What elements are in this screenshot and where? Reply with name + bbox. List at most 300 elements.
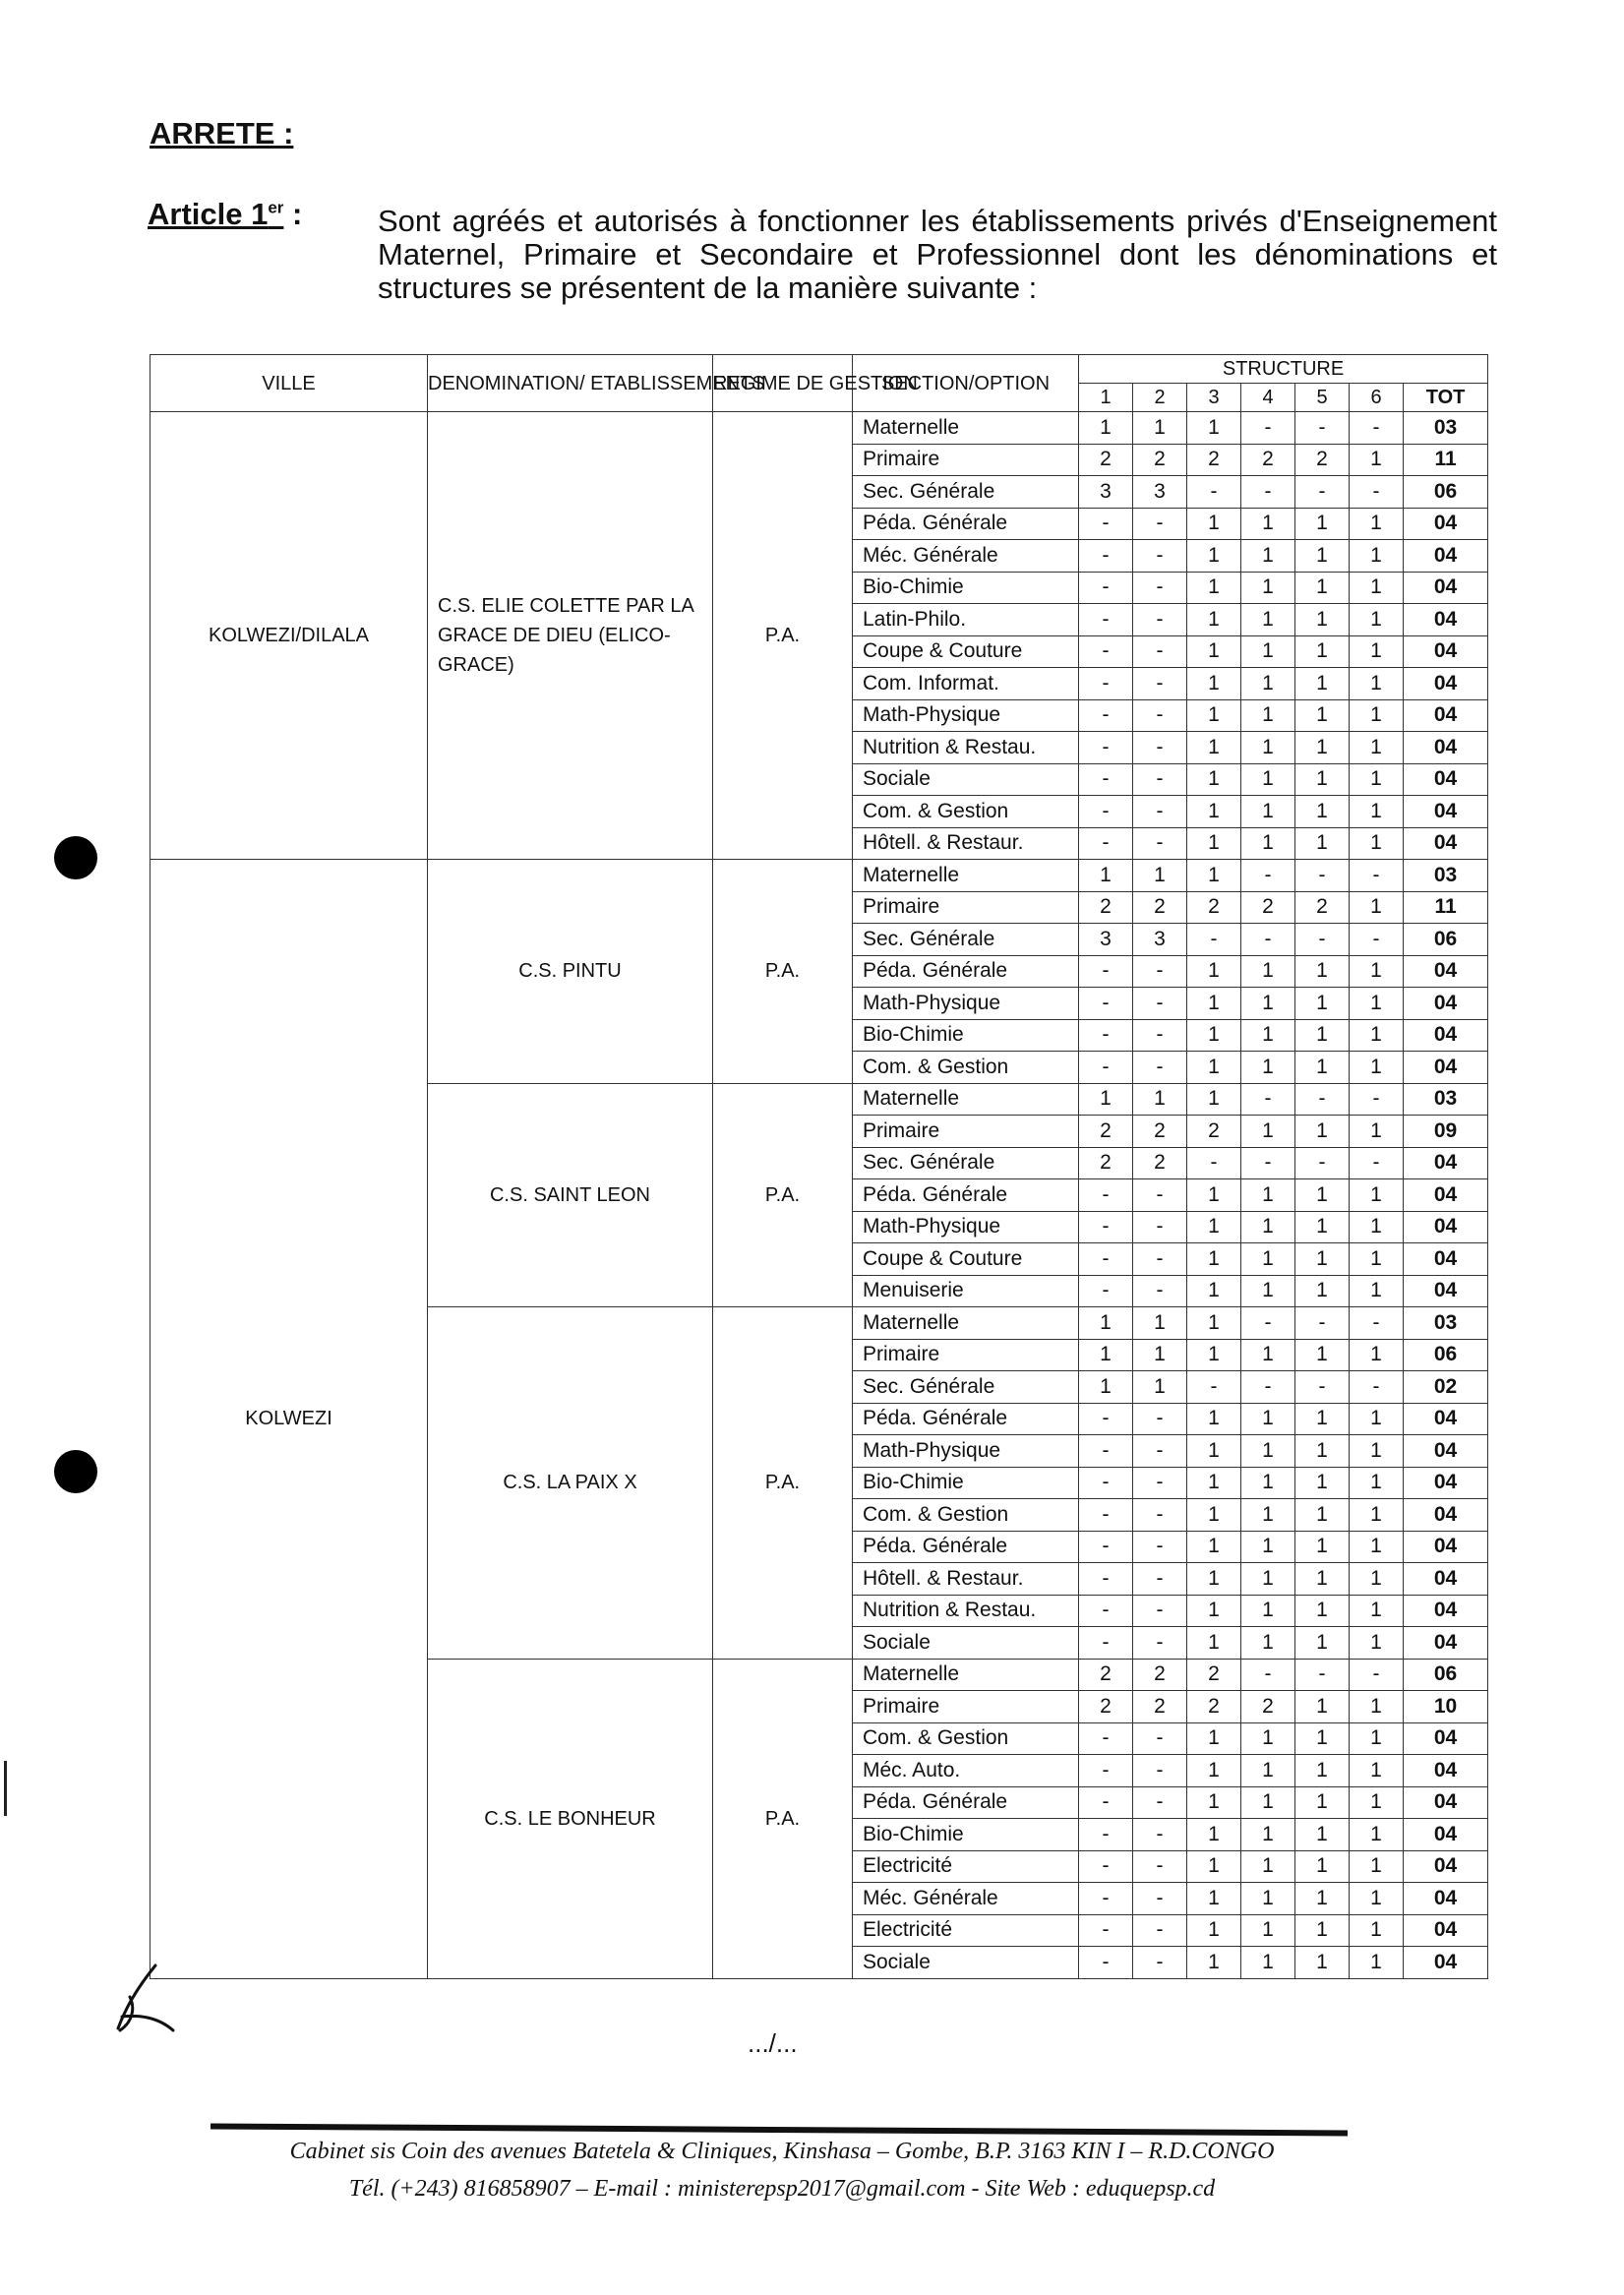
structure-cell-6: 1 xyxy=(1350,1211,1404,1243)
section-option-cell: Nutrition & Restau. xyxy=(853,1595,1079,1627)
structure-cell-1: - xyxy=(1079,635,1133,668)
structure-cell-3: - xyxy=(1187,1147,1241,1179)
total-cell: 04 xyxy=(1404,1052,1488,1084)
structure-cell-3: 1 xyxy=(1187,955,1241,988)
continuation-mark: .../... xyxy=(748,2028,798,2058)
structure-cell-5: - xyxy=(1295,1371,1350,1404)
structure-cell-3: 1 xyxy=(1187,635,1241,668)
structure-cell-4: 1 xyxy=(1241,1339,1295,1371)
structure-cell-6: 1 xyxy=(1350,763,1404,796)
structure-cell-2: 2 xyxy=(1133,891,1187,924)
section-option-cell: Primaire xyxy=(853,1339,1079,1371)
structure-cell-1: - xyxy=(1079,1243,1133,1276)
section-option-cell: Sec. Générale xyxy=(853,1147,1079,1179)
article-label-text: Article 1er xyxy=(148,197,284,231)
structure-cell-3: 2 xyxy=(1187,1659,1241,1691)
total-cell: 04 xyxy=(1404,1914,1488,1947)
total-cell: 04 xyxy=(1404,1147,1488,1179)
ville-cell: KOLWEZI xyxy=(150,860,428,1979)
structure-cell-2: - xyxy=(1133,1211,1187,1243)
structure-cell-4: 1 xyxy=(1241,1052,1295,1084)
structure-cell-1: - xyxy=(1079,827,1133,860)
structure-cell-3: 1 xyxy=(1187,1467,1241,1499)
total-cell: 11 xyxy=(1404,891,1488,924)
total-cell: 04 xyxy=(1404,1563,1488,1596)
structure-cell-3: 1 xyxy=(1187,763,1241,796)
structure-cell-3: 1 xyxy=(1187,1083,1241,1116)
structure-cell-4: 1 xyxy=(1241,1786,1295,1819)
structure-cell-5: 1 xyxy=(1295,1595,1350,1627)
section-option-cell: Menuiserie xyxy=(853,1275,1079,1307)
total-cell: 04 xyxy=(1404,988,1488,1020)
structure-cell-5: 1 xyxy=(1295,1914,1350,1947)
structure-cell-3: 1 xyxy=(1187,412,1241,445)
structure-cell-3: 1 xyxy=(1187,1883,1241,1915)
section-option-cell: Math-Physique xyxy=(853,1211,1079,1243)
structure-cell-1: - xyxy=(1079,1722,1133,1755)
structure-cell-3: 1 xyxy=(1187,699,1241,732)
structure-cell-5: 1 xyxy=(1295,1339,1350,1371)
section-option-cell: Péda. Générale xyxy=(853,508,1079,540)
structure-cell-3: 1 xyxy=(1187,540,1241,573)
structure-cell-2: - xyxy=(1133,1755,1187,1787)
structure-cell-6: 1 xyxy=(1350,1179,1404,1212)
section-option-cell: Nutrition & Restau. xyxy=(853,732,1079,764)
section-option-cell: Maternelle xyxy=(853,1083,1079,1116)
total-cell: 06 xyxy=(1404,924,1488,956)
structure-cell-2: 1 xyxy=(1133,1371,1187,1404)
structure-cell-5: 2 xyxy=(1295,891,1350,924)
structure-cell-1: - xyxy=(1079,572,1133,604)
structure-cell-5: - xyxy=(1295,1307,1350,1340)
structure-cell-3: 1 xyxy=(1187,1339,1241,1371)
structure-cell-4: 1 xyxy=(1241,1403,1295,1435)
structure-cell-3: 1 xyxy=(1187,1052,1241,1084)
structure-cell-5: 1 xyxy=(1295,508,1350,540)
structure-cell-1: - xyxy=(1079,604,1133,636)
structure-cell-3: 1 xyxy=(1187,572,1241,604)
section-option-cell: Bio-Chimie xyxy=(853,1019,1079,1052)
structure-cell-5: 1 xyxy=(1295,1786,1350,1819)
total-cell: 02 xyxy=(1404,1371,1488,1404)
structure-cell-4: 1 xyxy=(1241,1627,1295,1660)
structure-cell-2: - xyxy=(1133,1179,1187,1212)
regime-cell: P.A. xyxy=(713,860,853,1084)
structure-cell-5: 1 xyxy=(1295,1499,1350,1532)
structure-cell-3: 1 xyxy=(1187,860,1241,892)
section-option-cell: Electricité xyxy=(853,1914,1079,1947)
structure-cell-1: 1 xyxy=(1079,1083,1133,1116)
section-option-cell: Sociale xyxy=(853,1947,1079,1979)
structure-cell-3: 1 xyxy=(1187,1243,1241,1276)
structure-cell-2: - xyxy=(1133,508,1187,540)
structure-cell-4: 1 xyxy=(1241,572,1295,604)
section-option-cell: Primaire xyxy=(853,891,1079,924)
structure-cell-5: 1 xyxy=(1295,604,1350,636)
table-row xyxy=(150,412,1488,445)
section-option-cell: Sec. Générale xyxy=(853,1371,1079,1404)
structure-cell-1: 2 xyxy=(1079,444,1133,476)
structure-cell-4: 1 xyxy=(1241,1243,1295,1276)
structure-cell-5: 1 xyxy=(1295,635,1350,668)
structure-cell-1: - xyxy=(1079,1403,1133,1435)
structure-cell-2: 1 xyxy=(1133,860,1187,892)
structure-cell-1: - xyxy=(1079,1499,1133,1532)
structure-cell-1: - xyxy=(1079,1435,1133,1468)
section-option-cell: Méc. Générale xyxy=(853,540,1079,573)
section-option-cell: Hôtell. & Restaur. xyxy=(853,827,1079,860)
section-option-cell: Com. & Gestion xyxy=(853,1722,1079,1755)
header-col-tot: TOT xyxy=(1404,384,1488,412)
section-option-cell: Sec. Générale xyxy=(853,924,1079,956)
structure-cell-4: 1 xyxy=(1241,635,1295,668)
total-cell: 04 xyxy=(1404,1243,1488,1276)
structure-cell-5: 1 xyxy=(1295,1275,1350,1307)
total-cell: 04 xyxy=(1404,1595,1488,1627)
structure-cell-2: 1 xyxy=(1133,1083,1187,1116)
structure-cell-2: - xyxy=(1133,668,1187,700)
structure-cell-2: - xyxy=(1133,540,1187,573)
structure-cell-6: 1 xyxy=(1350,1819,1404,1851)
article-label xyxy=(148,197,302,232)
structure-cell-6: 1 xyxy=(1350,891,1404,924)
total-cell: 10 xyxy=(1404,1691,1488,1723)
structure-cell-6: - xyxy=(1350,1147,1404,1179)
structure-cell-4: 1 xyxy=(1241,1179,1295,1212)
section-option-cell: Primaire xyxy=(853,1691,1079,1723)
structure-cell-4: 1 xyxy=(1241,508,1295,540)
structure-cell-6: - xyxy=(1350,1083,1404,1116)
structure-cell-3: - xyxy=(1187,1371,1241,1404)
structure-cell-4: 1 xyxy=(1241,1947,1295,1979)
structure-cell-5: 1 xyxy=(1295,955,1350,988)
establishments-table xyxy=(150,354,1488,1979)
header-ville: VILLE xyxy=(150,355,428,412)
structure-cell-3: 2 xyxy=(1187,1691,1241,1723)
section-option-cell: Math-Physique xyxy=(853,699,1079,732)
header-col-5: 5 xyxy=(1295,384,1350,412)
structure-cell-2: - xyxy=(1133,1786,1187,1819)
section-option-cell: Méc. Auto. xyxy=(853,1755,1079,1787)
structure-cell-5: 1 xyxy=(1295,1467,1350,1499)
structure-cell-1: - xyxy=(1079,763,1133,796)
etablissement-name-cell: C.S. LE BONHEUR xyxy=(428,1659,713,1978)
total-cell: 04 xyxy=(1404,955,1488,988)
structure-cell-6: 1 xyxy=(1350,1883,1404,1915)
structure-cell-6: 1 xyxy=(1350,572,1404,604)
section-option-cell: Com. & Gestion xyxy=(853,796,1079,828)
structure-cell-6: 1 xyxy=(1350,1243,1404,1276)
structure-cell-6: 1 xyxy=(1350,635,1404,668)
structure-cell-1: - xyxy=(1079,1914,1133,1947)
section-option-cell: Coupe & Couture xyxy=(853,1243,1079,1276)
structure-cell-6: - xyxy=(1350,860,1404,892)
structure-cell-5: 1 xyxy=(1295,1722,1350,1755)
structure-cell-4: 1 xyxy=(1241,1914,1295,1947)
structure-cell-1: - xyxy=(1079,540,1133,573)
punch-hole xyxy=(54,836,97,879)
structure-cell-5: 1 xyxy=(1295,1116,1350,1148)
structure-cell-2: - xyxy=(1133,827,1187,860)
section-option-cell: Maternelle xyxy=(853,860,1079,892)
structure-cell-1: - xyxy=(1079,1467,1133,1499)
structure-cell-6: 1 xyxy=(1350,1403,1404,1435)
structure-cell-2: 2 xyxy=(1133,1116,1187,1148)
section-option-cell: Sociale xyxy=(853,763,1079,796)
structure-cell-3: 1 xyxy=(1187,1627,1241,1660)
structure-cell-2: 2 xyxy=(1133,1147,1187,1179)
structure-cell-4: - xyxy=(1241,1147,1295,1179)
structure-cell-3: 1 xyxy=(1187,1179,1241,1212)
structure-cell-1: - xyxy=(1079,668,1133,700)
structure-cell-5: - xyxy=(1295,924,1350,956)
structure-cell-3: 1 xyxy=(1187,1850,1241,1883)
structure-cell-1: 2 xyxy=(1079,1659,1133,1691)
structure-cell-6: - xyxy=(1350,924,1404,956)
structure-cell-2: - xyxy=(1133,1914,1187,1947)
structure-cell-3: 1 xyxy=(1187,1595,1241,1627)
structure-cell-3: 1 xyxy=(1187,796,1241,828)
structure-cell-4: 1 xyxy=(1241,1275,1295,1307)
total-cell: 04 xyxy=(1404,1499,1488,1532)
structure-cell-5: 1 xyxy=(1295,988,1350,1020)
structure-cell-2: 1 xyxy=(1133,412,1187,445)
section-option-cell: Com. & Gestion xyxy=(853,1499,1079,1532)
section-option-cell: Sec. Générale xyxy=(853,476,1079,509)
section-option-cell: Maternelle xyxy=(853,1307,1079,1340)
structure-cell-4: 1 xyxy=(1241,1116,1295,1148)
total-cell: 04 xyxy=(1404,699,1488,732)
structure-cell-6: 1 xyxy=(1350,1116,1404,1148)
structure-cell-5: 1 xyxy=(1295,1883,1350,1915)
footer-contact: Tél. (+243) 816858907 – E-mail : ministerepsp2017@gmail.com - Site Web : eduquepsp.cd xyxy=(348,2176,1216,2202)
structure-cell-2: - xyxy=(1133,796,1187,828)
structure-cell-1: - xyxy=(1079,1052,1133,1084)
structure-cell-1: - xyxy=(1079,796,1133,828)
structure-cell-2: - xyxy=(1133,732,1187,764)
structure-cell-4: - xyxy=(1241,1083,1295,1116)
total-cell: 04 xyxy=(1404,508,1488,540)
margin-mark xyxy=(4,1761,7,1816)
structure-cell-2: - xyxy=(1133,1275,1187,1307)
structure-cell-2: 1 xyxy=(1133,1339,1187,1371)
structure-cell-1: - xyxy=(1079,1819,1133,1851)
total-cell: 03 xyxy=(1404,1307,1488,1340)
total-cell: 04 xyxy=(1404,1850,1488,1883)
total-cell: 04 xyxy=(1404,540,1488,573)
section-option-cell: Math-Physique xyxy=(853,988,1079,1020)
structure-cell-3: 1 xyxy=(1187,827,1241,860)
total-cell: 09 xyxy=(1404,1116,1488,1148)
structure-cell-2: - xyxy=(1133,955,1187,988)
structure-cell-1: 2 xyxy=(1079,1691,1133,1723)
structure-cell-5: 1 xyxy=(1295,1627,1350,1660)
structure-cell-6: 1 xyxy=(1350,1563,1404,1596)
total-cell: 04 xyxy=(1404,635,1488,668)
total-cell: 04 xyxy=(1404,604,1488,636)
regime-cell: P.A. xyxy=(713,1659,853,1978)
total-cell: 04 xyxy=(1404,668,1488,700)
structure-cell-4: - xyxy=(1241,1659,1295,1691)
structure-cell-6: 1 xyxy=(1350,732,1404,764)
section-option-cell: Péda. Générale xyxy=(853,955,1079,988)
structure-cell-6: 1 xyxy=(1350,1531,1404,1563)
structure-cell-1: - xyxy=(1079,988,1133,1020)
total-cell: 04 xyxy=(1404,1786,1488,1819)
structure-cell-6: - xyxy=(1350,1659,1404,1691)
structure-cell-6: 1 xyxy=(1350,1850,1404,1883)
structure-cell-5: 1 xyxy=(1295,699,1350,732)
structure-cell-1: - xyxy=(1079,1850,1133,1883)
total-cell: 04 xyxy=(1404,1531,1488,1563)
structure-cell-1: 3 xyxy=(1079,476,1133,509)
structure-cell-3: 1 xyxy=(1187,732,1241,764)
structure-cell-6: 1 xyxy=(1350,540,1404,573)
section-option-cell: Primaire xyxy=(853,444,1079,476)
article-text: Sont agréés et autorisés à fonctionner les établissements privés d'Enseignement Maternel, Primaire et Secondaire et Professionnel dont les dénominations et structures se présentent de la manière suivante : xyxy=(378,204,1497,305)
structure-cell-2: - xyxy=(1133,1819,1187,1851)
structure-cell-6: - xyxy=(1350,1307,1404,1340)
structure-cell-1: 1 xyxy=(1079,1339,1133,1371)
structure-cell-3: 1 xyxy=(1187,1755,1241,1787)
total-cell: 04 xyxy=(1404,796,1488,828)
structure-cell-5: 1 xyxy=(1295,540,1350,573)
structure-cell-2: 3 xyxy=(1133,924,1187,956)
signature-mark xyxy=(108,1958,187,2036)
structure-cell-5: 1 xyxy=(1295,572,1350,604)
section-option-cell: Bio-Chimie xyxy=(853,572,1079,604)
structure-cell-4: 1 xyxy=(1241,763,1295,796)
total-cell: 04 xyxy=(1404,1275,1488,1307)
structure-cell-1: - xyxy=(1079,1786,1133,1819)
total-cell: 04 xyxy=(1404,1179,1488,1212)
structure-cell-2: - xyxy=(1133,988,1187,1020)
structure-cell-3: 1 xyxy=(1187,1819,1241,1851)
structure-cell-2: - xyxy=(1133,1947,1187,1979)
structure-cell-4: 1 xyxy=(1241,955,1295,988)
regime-cell: P.A. xyxy=(713,1307,853,1660)
structure-cell-2: - xyxy=(1133,635,1187,668)
structure-cell-2: - xyxy=(1133,1722,1187,1755)
total-cell: 04 xyxy=(1404,572,1488,604)
structure-cell-1: - xyxy=(1079,1019,1133,1052)
structure-cell-3: 1 xyxy=(1187,988,1241,1020)
total-cell: 04 xyxy=(1404,1403,1488,1435)
section-option-cell: Péda. Générale xyxy=(853,1179,1079,1212)
table-row xyxy=(150,860,1488,892)
structure-cell-4: 1 xyxy=(1241,1850,1295,1883)
total-cell: 04 xyxy=(1404,732,1488,764)
etablissement-name-cell: C.S. PINTU xyxy=(428,860,713,1084)
structure-cell-2: - xyxy=(1133,1499,1187,1532)
structure-cell-1: 2 xyxy=(1079,1116,1133,1148)
structure-cell-6: 1 xyxy=(1350,1499,1404,1532)
structure-cell-1: - xyxy=(1079,955,1133,988)
header-col-3: 3 xyxy=(1187,384,1241,412)
structure-cell-5: 1 xyxy=(1295,1435,1350,1468)
structure-cell-6: 1 xyxy=(1350,1435,1404,1468)
structure-cell-1: 1 xyxy=(1079,860,1133,892)
structure-cell-6: 1 xyxy=(1350,1627,1404,1660)
structure-cell-6: 1 xyxy=(1350,1722,1404,1755)
structure-cell-2: - xyxy=(1133,1243,1187,1276)
structure-cell-5: - xyxy=(1295,476,1350,509)
structure-cell-2: 2 xyxy=(1133,1659,1187,1691)
structure-cell-1: - xyxy=(1079,508,1133,540)
structure-cell-4: 1 xyxy=(1241,1883,1295,1915)
total-cell: 04 xyxy=(1404,1435,1488,1468)
structure-cell-1: - xyxy=(1079,1627,1133,1660)
section-option-cell: Sociale xyxy=(853,1627,1079,1660)
header-col-6: 6 xyxy=(1350,384,1404,412)
page-heading: ARRETE : xyxy=(150,116,294,151)
structure-cell-3: 1 xyxy=(1187,1275,1241,1307)
structure-cell-5: - xyxy=(1295,1659,1350,1691)
structure-cell-3: 1 xyxy=(1187,1499,1241,1532)
regime-cell: P.A. xyxy=(713,412,853,860)
section-option-cell: Péda. Générale xyxy=(853,1786,1079,1819)
structure-cell-2: - xyxy=(1133,1883,1187,1915)
structure-cell-6: 1 xyxy=(1350,1275,1404,1307)
structure-cell-6: - xyxy=(1350,1371,1404,1404)
structure-cell-1: 1 xyxy=(1079,1371,1133,1404)
structure-cell-4: 1 xyxy=(1241,540,1295,573)
structure-cell-6: 1 xyxy=(1350,1595,1404,1627)
header-denomination: DENOMINATION/ ETABLISSEMENTS xyxy=(428,355,713,412)
structure-cell-5: 1 xyxy=(1295,1850,1350,1883)
structure-cell-4: 2 xyxy=(1241,444,1295,476)
structure-cell-4: - xyxy=(1241,924,1295,956)
structure-cell-2: - xyxy=(1133,604,1187,636)
structure-cell-6: 1 xyxy=(1350,1755,1404,1787)
section-option-cell: Com. & Gestion xyxy=(853,1052,1079,1084)
structure-cell-4: - xyxy=(1241,1307,1295,1340)
section-option-cell: Péda. Générale xyxy=(853,1403,1079,1435)
structure-cell-5: 1 xyxy=(1295,1179,1350,1212)
total-cell: 03 xyxy=(1404,412,1488,445)
total-cell: 04 xyxy=(1404,1755,1488,1787)
total-cell: 04 xyxy=(1404,1467,1488,1499)
structure-cell-6: 1 xyxy=(1350,1052,1404,1084)
etablissement-name-cell: C.S. ELIE COLETTE PAR LA GRACE DE DIEU (ELICO-GRACE) xyxy=(428,412,713,860)
footer xyxy=(177,2133,1387,2207)
structure-cell-6: 1 xyxy=(1350,1691,1404,1723)
structure-cell-6: 1 xyxy=(1350,955,1404,988)
structure-cell-1: - xyxy=(1079,1947,1133,1979)
structure-cell-3: 1 xyxy=(1187,1211,1241,1243)
structure-cell-4: 1 xyxy=(1241,988,1295,1020)
structure-cell-3: 1 xyxy=(1187,1435,1241,1468)
structure-cell-5: 1 xyxy=(1295,1563,1350,1596)
structure-cell-4: - xyxy=(1241,476,1295,509)
total-cell: 06 xyxy=(1404,1659,1488,1691)
structure-cell-5: 1 xyxy=(1295,1019,1350,1052)
section-option-cell: Hôtell. & Restaur. xyxy=(853,1563,1079,1596)
structure-cell-2: - xyxy=(1133,1052,1187,1084)
structure-cell-5: - xyxy=(1295,860,1350,892)
section-option-cell: Péda. Générale xyxy=(853,1531,1079,1563)
total-cell: 04 xyxy=(1404,1019,1488,1052)
structure-cell-1: - xyxy=(1079,699,1133,732)
structure-cell-5: 1 xyxy=(1295,1691,1350,1723)
structure-cell-1: - xyxy=(1079,1595,1133,1627)
structure-cell-4: 1 xyxy=(1241,1755,1295,1787)
structure-cell-5: 1 xyxy=(1295,1403,1350,1435)
structure-cell-6: 1 xyxy=(1350,1914,1404,1947)
structure-cell-5: 1 xyxy=(1295,1211,1350,1243)
structure-cell-4: 1 xyxy=(1241,699,1295,732)
punch-hole xyxy=(54,1450,97,1493)
